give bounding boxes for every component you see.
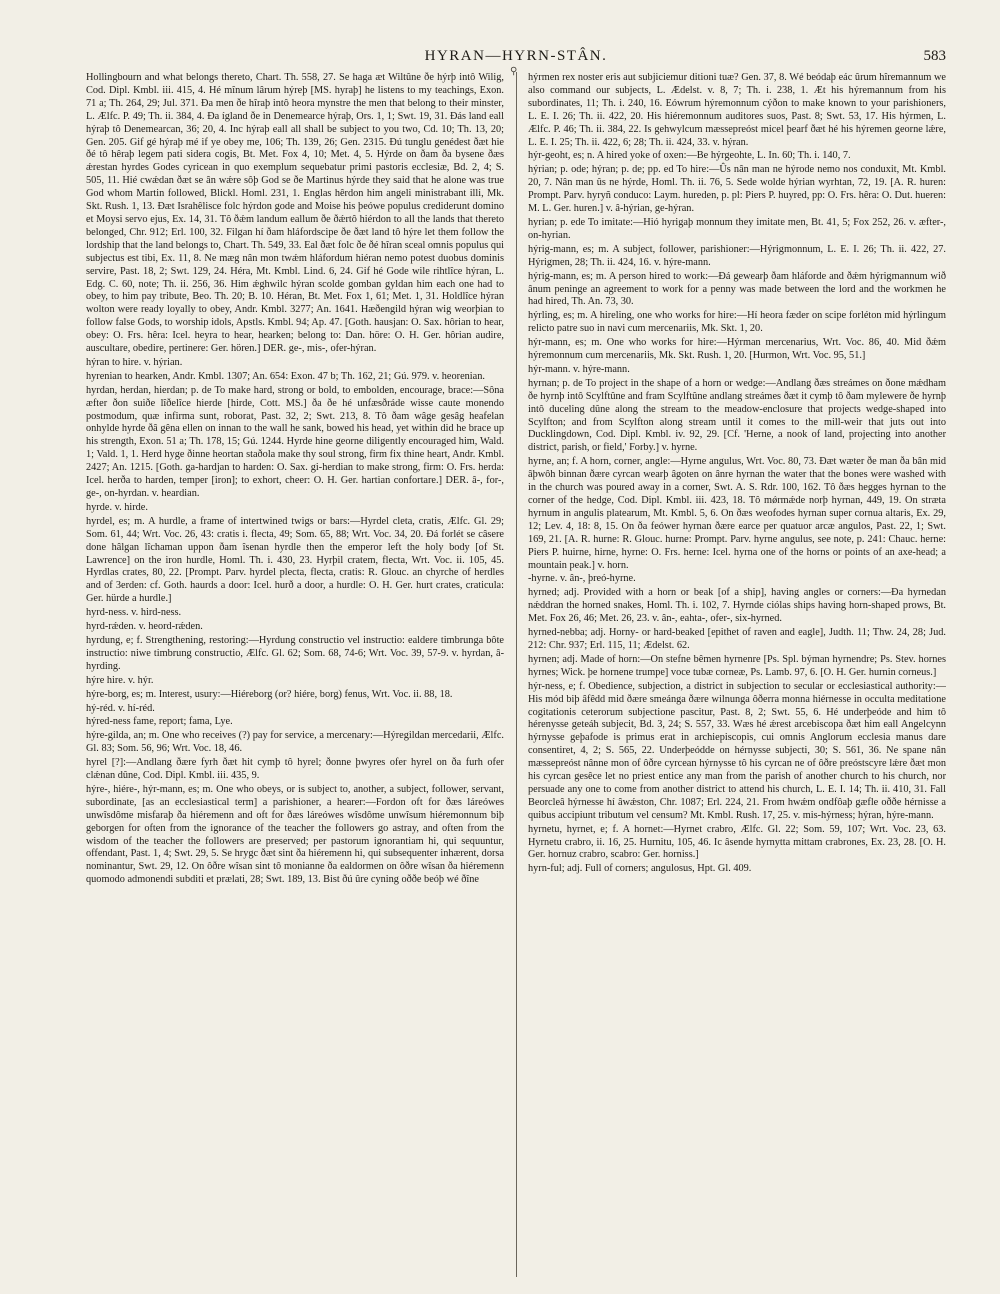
entry: hyrnen; adj. Made of horn:—On stefne bêmen hyrnenre [Ps. Spl. býman hyrnendre; Ps. Stev. hornes hyrnes; Wick. þe hornene trumpe] voce tubæ corneæ, Ps. Lamb. 97, 6. [O. H. Ger. hurnin corneus.] <box>528 653 946 678</box>
entry: hýrian; p. ode; hýran; p. de; pp. ed To hire:—Ûs nân man ne hýrode nemo nos conduxit, Mt. Kmbl. 20, 7. Nân man ûs ne hýrde, Homl. Th. ii. 76, 5. Sede wolde hýrian wyrhtan, 72, 19. [A. R. huren: Prompt. Parv. hyryñ conduco: Laym. hureden, p. pl: Piers P. huyred, pp: O. Frs. hêra: O. Dut. hueren: M. L. Ger. huren.] v. â-hýrian, ge-hýran. <box>528 164 946 215</box>
entry: hýrig-mann, es; m. A person hired to work:—Ðá gewearþ ðam hláforde and ðǽm hýrigmannum wið ânum peninge an agreement to work for a penny was made between the lord and the workmen he had hired, Th. An. 73, 30. <box>528 270 946 308</box>
entry: hýr-mann, es; m. One who works for hire:—Hýrman mercenarius, Wrt. Voc. 86, 40. Mid ðǽm hýremonnum cum mercenariis, Mk. Skt. Rush. 1, 20. [Hurmon, Wrt. Voc. 95, 51.] <box>528 337 946 362</box>
entry: hyrn-ful; adj. Full of corners; angulosus, Hpt. Gl. 409. <box>528 863 752 875</box>
entry: hyrnan; p. de To project in the shape of a horn or wedge:—Andlang ðæs streámes on ðone mǽdham ðe hyrnþ intô Scylftûne and fram Scylftûne andlang streámes ðæt it cymþ tô ðam mylewere ðe hyrnþ intô duceling dûne along the stream to the meadow-enclosure that projects wedge-shaped into Scylfton; and from Scylfton along stream until it comes to the mill-weir that juts out into Ducklingdown, Cod. Dipl. Kmbl. iv. 92, 29. [Cf. 'Herne, a nook of land, projecting into another district, parish, or field,' Forby.] v. hyrne. <box>528 377 946 454</box>
entry: hyrdel, es; m. A hurdle, a frame of intertwined twigs or bars:—Hyrdel cleta, cratis, Ælfc. Gl. 29; Som. 61, 44; Wrt. Voc. 26, 43: cratis i. flecta, 49; Som. 65, 88; Wrt. Voc. 34, 20. Ðá forlét se câsere done hâlgan lîchaman uppon ðam îsenan hyrdle then the emperor left the holy body [of St. Lawrence] on the iron hurdle, Homl. Th. i. 430, 23. Hyrþil cratem, flecta, Wrt. Voc. ii. 105, 45. Hyrdlas crates, 80, 22. [Prompt. Parv. hyrdel plecta, flecta, cratis: R. Glouc. an chyrche of herdles and of 3erden: cf. Goth. haurds a door: Icel. hurð a door, a hurdle: O. H. Ger. hurt crates, craticula: Ger. hürde a hurdle.] <box>86 515 504 605</box>
entry: hýred-ness fame, report; fama, Lye. <box>86 716 233 728</box>
entry: hýre-borg, es; m. Interest, usury:—Hiéreborg (or? hiére, borg) fenus, Wrt. Voc. ii. 88, 18. <box>86 688 453 700</box>
entry: hyrned; adj. Provided with a horn or beak [of a ship], having angles or corners:—Ða hyrnedan nǽddran the horned snakes, Homl. Th. i. 102, 7. Hyrnde ciólas ships having horn-shaped prows, Bt. Met. Fox 26, 46; Met. 26, 23. v. ân-, eahta-, ofer-, six-hyrned. <box>528 587 946 625</box>
entry: -hyrne. v. ân-, þreó-hyrne. <box>528 573 636 585</box>
entry: hýre-, hiére-, hýr-mann, es; m. One who obeys, or is subject to, another, a subject, follower, servant, subordinate, [as an ecclesiastical term] a parishioner, a hearer:—Fordon oft for ðæs láreówes unwîsdôme misfaraþ ða hiéremenn and oft for ðæs láreówes wîsdôme unwîsum hiéremonnum biþ geborgen for often from the ignorance of the teacher the followers go astray, and often from the wisdom of the teacher the followers are preserved; per pastorum ignorantiam hi, qui sequuntur, offendant, Past. 1, 4; Swt. 29, 5. Se hrygc ðæt sint ða hiéremenn hi, qui subsequenter inhærent, dorsa nominantur, Swt. 29, 12. On ôðre wîsan sint tô monianne ða ealdormen on ôðre wîsan ða hiéremenn quomodo admonendi subditi et prælati, 28; Swt. 189, 13. Bist ðú ûre cyning oððe beóþ wé ðîne <box>86 783 504 886</box>
column-divider-ornament: ⚲ <box>510 66 518 77</box>
entry: hýre-gilda, an; m. One who receives (?) pay for service, a mercenary:—Hýregildan mercedarii, Ælfc. Gl. 83; Som. 56, 96; Wrt. Voc. 18, 46. <box>86 730 504 755</box>
entry: hý-réd. v. hí-réd. <box>86 702 155 714</box>
entry: hýr-ness, e; f. Obedience, subjection, a district in subjection to secular or ecclesiastical authority:—His mód biþ âfêdd mid ðære smeánga ðære wilnunga ôðerra monna hiérnesse in occulta meditatione cogitationis ceterorum subjectione pascitur, Past. 8, 2; Swt. 55, 6. Hé underþeóde and him tô hérenysse geteáh subjecit, Bd. 3, 24; S. 557, 33. Wæs hé ǽrest arcebiscopa ðæt him eall Angelcynn hýrnysse geþafode is primus erat in archiepiscopis, cui omnis Anglorum ecclesia manus dare consentiret, 4, 2; S. 565, 22. Underþeódde on hérnysse subjecti, 30; S. 561, 36. Ne spane nân mæssepreóst nânne mon of ôðre cyrcean hýrnysse tô his cyrcan ne of ôðre preóstscyre lǽre ðæt mon his cyrcan gesêce let no priest entice any man from the parish of another church to his church, nor persuade any one to come from another district to attend his church, L. E. I. 14; Th. ii. 410, 31. Fall Beorcleâ hýrnesse hí âwǽston, Chr. 1087; Erl. 224, 21. From hwǽm ondfôaþ gæfle oððe hérnisse a quibus accipiunt tributum vel censum? Mt. Kmbl. Rush. 17, 25. v. mis-hýrness; hýran, hýre-mann. <box>528 680 946 821</box>
entry: hýrmen rex noster eris aut subjiciemur ditioni tuæ? Gen. 37, 8. Wé beódaþ eác ûrum hîremannum we also command our subjects, L. Ædelst. v. 8, 7; Th. i. 238, 1. Æt his hýremannum from his subordinates, 11; Th. i. 240, 16. Eówrum hýremonnum cýðon to make known to your parishioners, L. E. I. 26; Th. ii. 422, 20. His hiéremonnum auditores suos, Past. 8; Swt. 53, 17. His hýrmen, L. Ælfc. P. 46; Th. ii. 384, 22. Is gehwylcum mæssepreóst micel þearf ðæt hé his hýremen geornе lǽre, L. E. I. 25; Th. ii. 422, 6; 28; Th. ii. 424, 33. v. hýran. <box>528 72 946 148</box>
entry: hyrd-rǽden. v. heord-rǽden. <box>86 621 203 633</box>
entry: hýrig-mann, es; m. A subject, follower, parishioner:—Hýrigmonnum, L. E. I. 26; Th. ii. 422, 27. Hýrigmen, 28; Th. ii. 424, 16. v. hýre-mann. <box>528 243 946 268</box>
entry: hýran to hire. v. hýrian. <box>86 356 183 368</box>
entry: hyrde. v. hirde. <box>86 501 148 513</box>
entry: hyrd-ness. v. hird-ness. <box>86 607 182 619</box>
entry: hyrned-nebba; adj. Horny- or hard-beaked [epithet of raven and eagle], Judth. 11; Thw. 24, 28; Jud. 212: Chr. 937; Erl. 115, 11; Ædelst. 62. <box>528 627 946 651</box>
entry: hyrdung, e; f. Strengthening, restoring:—Hyrdung constructio vel instructio: ealdere timbrunga bôte instructio: niwe timbrung constructio, Ælfc. Gl. 62; Som. 68, 74-6; Wrt. Voc. 39, 57-9. v. hyrdan, â-hyrding. <box>86 634 504 672</box>
right-column <box>528 72 946 1280</box>
entry: hyrenian to hearken, Andr. Kmbl. 1307; An. 654: Exon. 47 b; Th. 162, 21; Gú. 979. v. heorenian. <box>86 370 485 382</box>
entry: Hollingbourn and what belongs thereto, Chart. Th. 558, 27. Se haga æt Wiltûne ðe hýrþ intô Wilig, Cod. Dipl. Kmbl. iii. 415, 4. Hé mînum lârum hýreþ [MS. hyraþ] he listens to my teachings, Exon. 71 a; Th. 264, 29; Jul. 371. Ða men ðe hîraþ intô heora mynstre the men that belong to their minster, L. Ælfc. P. 49; Th. ii. 384, 4. Ða ígland ðe in Denemearce hýraþ, Ors. 1, 1; Swt. 19, 31. Ðás land eall hýraþ tô Denemearcan, 36; 20, 4. Inc hýraþ eall all shall be subject to you two, Cd. 10; Th. 13, 20; Gen. 205. Gif gé hýraþ mé if ye obey me, 106; Th. 139, 26; Gen. 2315. Ðú tunglu genédest ðæt hie ðé tô hêraþ legem pati sidera cogis, Bt. Met. Fox 4, 10; Met. 4, 5. Hýrde on ðam ða bysene ðæs ǽrestan hyrdes Godes cyricean in quo exemplum sequebatur primi pastoris ecclesiæ, Bd. 2, 4; S. 505, 11. Hié cwǽdan ðæt se ân wǽre sôþ God se ðe Martinus hýrde they said that he alone was true God whom Martin followed, Blickl. Homl. 231, 1. Englas hêrdon him angeli ministrabant illi, Mk. Skt. Rush. 1, 13. Ðæt Israhêlisce folc hýrdon gode and Moise his þeówe populus crediderunt domino et Moysi servo ejus, Ex. 14, 31. Tô ðǽm landum eallum ðe ðǽrtô hiérdon to all the lands that thereto belonged, Chr. 912; Erl. 100, 32. Filgan hí ðam hláfordscipe ðe ðæt land tô hýre let them follow the lordship that the land belongs to, Chart. Th. 549, 33. Eal ðæt folc ðe ðé hîran sceal omnis populus qui subjectus est tibi, Ex. 11, 8. Ne mæg nân mon twǽm hláfordum hiéran nemo potest duobus dominis servire, Past. 18, 2; Swt. 129, 24. Héra, Mt. Kmbl. Lind. 6, 24. Gif hé Gode wile rihtlîce hýran, L. Edg. C. 60, note; Th. ii. 256, 36. Him ǽghwilc hýran scolde gomban gyldan him each one had to obey, to him pay tribute, Beo. Th. 20; B. 10. Héran, Bt. Met. Fox 1, 61; Met. 1, 31. Holdlîce hýran wolton were ready loyally to obey, Andr. Kmbl. 3277; An. 1641. Hæðengild hýran wig weorþian to follow false Gods, to worship idols, Apstls. Kmbl. 94; Ap. 47. [Goth. hausjan: O. Sax. hôrian to hear, obey: O. Frs. hêra: Icel. heyra to hear, hearken; belong to: Dan. höre: O. H. Ger. hôrian audire, auscultare, obedire, pertinere: Ger. hören.] DER. ge-, mis-, ofer-hýran. <box>86 72 504 355</box>
entry: hýr-mann. v. hýre-mann. <box>528 363 630 375</box>
entry: hýre hire. v. hýr. <box>86 674 154 686</box>
running-head: HYRAN—HYRN-STÂN. <box>424 48 608 64</box>
entry: hyrdan, herdan, hierdan; p. de To make hard, strong or bold, to embolden, encourage, brace:—Sôna æfter ðon suiðe lîðelîce hierde [hirde, Cott. MS.] ða ðe hé unfæsðráde wisse caute monendo postmodum, quæ infirma sunt, roborat, Past. 32, 2; Swt. 213, 8. Tô ðam wâge gesâg heafelan onhylde hyrde ðâ gêna ellen on innan to the wall he sank, bowed his head, yet within did he brace up his strength, Exon. 51 a; Th. 178, 15; Gú. 1244. Hyrde hine georne diligently encouraged him, Wald. 1; Vald. 1, 1. Herd hyge ðinne heortan staðola make thy soul strong, firm fix thine heart, Andr. Kmbl. 2427; An. 1215. [Goth. ga-hardjan to harden: O. Sax. gi-herdian to make strong, firm: O. Frs. herda: Icel. herða to harden, temper [iron]; to exhort, cheer: O. H. Ger. hartian confortare.] DER. â-, for-, ge-, on-hyrdan. v. heardian. <box>86 384 504 499</box>
entry: hyrne, an; f. A horn, corner, angle:—Hyrne angulus, Wrt. Voc. 80, 73. Ðæt wæter ðe man ða bân mid âþwôh binnan ðære cyrcan wearþ âgoten on ânre hyrnan the water that the bones were washed with in the church was poured away in a corner, Swt. A. S. Rdr. 100, 162. Tô ðæs hegges hyrnan to the corner of the hedge, Cod. Dipl. Kmbl. iii. 423, 18. Tô mǿrmǽde norþ hyrnan, 449, 19. On stræta hyrnum in angulis platearum, Mt. Kmbl. 5, 6. On ðæs weofodes hyrnan super cornua altaris, Ex. 29, 12; Lev. 4, 18: 8, 15. On ða feówer hyrnan ðære earce per quatuor arcæ angulos, Past. 22, 1; Swt. 169, 21. [A. R. hurne: R. Glouc. hurne: Prompt. Parv. hyrne angulus, see note, p. 241: Chauc. herne: Piers P. huirne, hirne, hyrne: O. Frs. herne: Icel. hyrna one of the horns or points of an axe-head; a mountain peak.] v. horn. <box>528 456 946 571</box>
entry: hýrling, es; m. A hireling, one who works for hire:—Hí heora fæder on scipe forléton mid hýrlingum relicto patre suo in navi cum mercenariis, Mk. Skt. 1, 20. <box>528 310 946 335</box>
entry: hýr-geoht, es; n. A hired yoke of oxen:—Be hýrgeohte, L. In. 60; Th. i. 140, 7. <box>528 150 851 162</box>
entry: hyrel [?]:—Andlang ðære fyrh ðæt hit cymþ tô hyrel; ðonne þwyres ofer hyrel on ða furh ofer clǽnan dûne, Cod. Dipl. Kmbl. iii. 435, 9. <box>86 757 504 782</box>
entry: hyrian; p. ede To imitate:—Hió hyrigaþ monnum they imitate men, Bt. 41, 5; Fox 252, 26. v. æfter-, on-hyrian. <box>528 216 946 241</box>
page-number: 583 <box>923 48 946 64</box>
left-column <box>86 72 504 1280</box>
entry: hyrnetu, hyrnet, e; f. A hornet:—Hyrnet crabro, Ælfc. Gl. 22; Som. 59, 107; Wrt. Voc. 23, 63. Hyrnetu crabro, ii. 16, 25. Hurnitu, 105, 46. Ic âsende hyrnytta mittam crabrones, Ex. 23, 28. [O. H. Ger. hornuz crabro, scabro: Ger. horniss.] <box>528 823 946 861</box>
text-columns <box>86 72 946 1280</box>
